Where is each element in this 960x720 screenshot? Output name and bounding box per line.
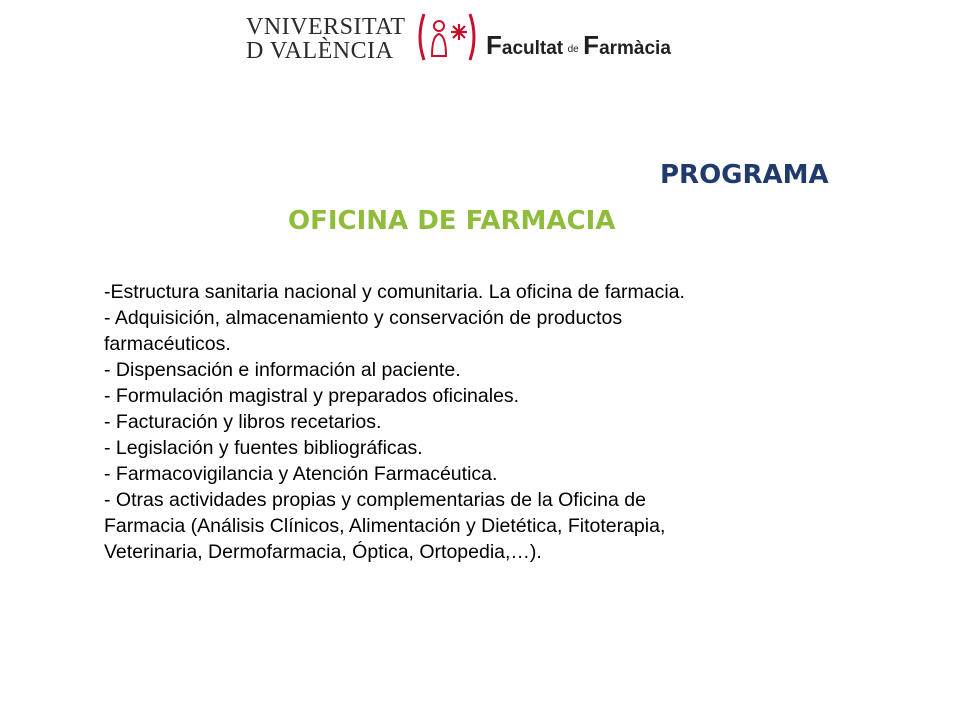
university-faculty-logo — [246, 8, 716, 70]
programa-title: PROGRAMA — [660, 160, 829, 190]
university-name-line1: VNIVERSITAT — [246, 14, 406, 40]
content-line: - Adquisición, almacenamiento y conservación de productos — [104, 307, 623, 329]
content-line: -Estructura sanitaria nacional y comunitaria. La oficina de farmacia. — [104, 281, 685, 303]
faculty-word-2: armàcia — [599, 38, 671, 59]
content-line: - Facturación y libros recetarios. — [104, 411, 382, 433]
content-line: Farmacia (Análisis Clínicos, Alimentación y Dietética, Fitoterapia, — [104, 515, 666, 537]
content-line: farmacéuticos. — [104, 333, 231, 355]
faculty-initial-1: F — [486, 30, 502, 60]
content-line: - Otras actividades propias y complementarias de la Oficina de — [104, 489, 646, 511]
faculty-initial-2: F — [583, 30, 600, 60]
content-line: - Formulación magistral y preparados oficinales. — [104, 385, 520, 407]
university-emblem-icon — [414, 10, 478, 64]
faculty-connector: de — [567, 44, 579, 55]
content-line: - Dispensación e información al paciente. — [104, 359, 461, 381]
faculty-word-1: acultat — [501, 38, 564, 59]
university-name-line2: D VALÈNCIA — [246, 38, 394, 64]
content-line: Veterinaria, Dermofarmacia, Óptica, Ortopedia,…). — [104, 541, 542, 563]
content-line: - Farmacovigilancia y Atención Farmacéutica. — [104, 463, 498, 485]
faculty-name — [486, 30, 671, 61]
oficina-title: OFICINA DE FARMACIA — [288, 206, 616, 236]
content-line: - Legislación y fuentes bibliográficas. — [104, 437, 423, 459]
program-content — [104, 279, 824, 565]
